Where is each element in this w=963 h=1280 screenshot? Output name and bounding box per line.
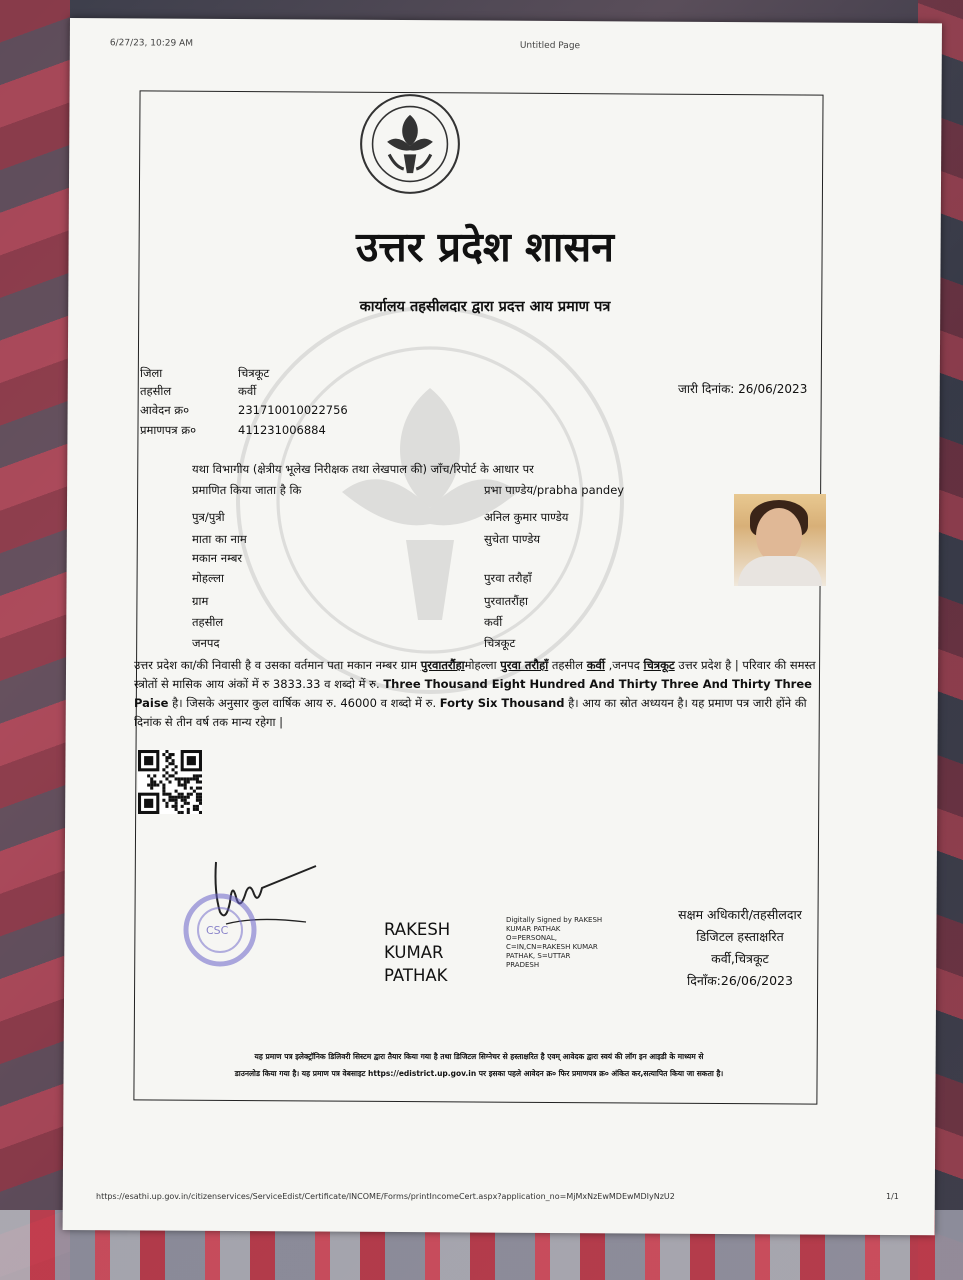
detail-value: कर्वी — [484, 615, 503, 629]
certificate-paragraph: उत्तर प्रदेश का/की निवासी है व उसका वर्तमान पता मकान नम्बर ग्राम पुरवातरौंहामोहल्ला पुरवा तरौहाँ तहसील कर्वी ,जनपद चित्रकूट उत्तर प्रदेश है | परिवार की समस्त स्त्रोतों से मासिक आय अंकों में रु 3833.33 व शब्दो में रु. Three Thousand Eight Hundred And Thirty Three And Thirty Three Paise है। जिसके अनुसार कुल वार्षिक आय रु. 46000 व शब्दो में रु. Forty Six Thousand है। आय का स्रोत अध्ययन है। यह प्रमाण पत्र जारी होंने की दिनांक से तीन वर्ष तक मान्य रहेगा | — [134, 658, 816, 729]
district-label: जिला — [140, 366, 163, 380]
signer-name-line1: RAKESH — [384, 920, 451, 939]
footnote — [118, 1048, 840, 1082]
detail-label: पुत्र/पुत्री — [192, 510, 225, 524]
tehsil-label: तहसील — [140, 384, 172, 398]
detail-label: ग्राम — [192, 594, 209, 608]
certificate-label: प्रमाणपत्र क्र० — [140, 423, 197, 437]
print-page-title: Untitled Page — [519, 40, 581, 52]
signer-name-line2: KUMAR — [384, 943, 444, 962]
detail-label: मोहल्ला — [192, 571, 224, 585]
application-label: आवेदन क्र० — [140, 403, 190, 417]
digital-signature-line: Digitally Signed by RAKESH — [506, 916, 603, 924]
detail-value: चित्रकूट — [484, 636, 516, 650]
digital-signature-line: O=PERSONAL, — [506, 934, 557, 942]
office-stamp — [180, 890, 260, 970]
certificate-subtitle: कार्यालय तहसीलदार द्वारा प्रदत्त आय प्रमाण पत्र — [359, 299, 611, 315]
digital-signature-line: PATHAK, S=UTTAR — [506, 952, 571, 960]
up-government-emblem — [358, 92, 462, 196]
detail-value: अनिल कुमार पाण्डेय — [484, 510, 569, 524]
government-title: उत्तर प्रदेश शासन — [355, 223, 615, 271]
application-number: 231710010022756 — [238, 403, 348, 417]
print-footer-page: 1/1 — [886, 1192, 899, 1201]
digital-signature-info — [506, 916, 636, 970]
print-footer-url: https://esathi.up.gov.in/citizenservices/ServiceEdist/Certificate/INCOME/Forms/printIncomeCert.aspx?application_no=MjMxNzEwMDEwMDIyNzU2 — [96, 1192, 675, 1201]
detail-value: पुरवातरौंहा — [484, 594, 528, 608]
officer-designation: सक्षम अधिकारी/तहसीलदार — [678, 907, 802, 922]
tehsil-value: कर्वी — [238, 384, 257, 398]
footnote-line2: डाउनलोड किया गया है। यह प्रमाण पत्र वेबसाइट https://edistrict.up.gov.in पर इसका पहले आवेदन क्र० फिर प्रमाणपत्र क्र० अंकित कर,सत्यापित किया जा सकता है। — [234, 1069, 724, 1078]
officer-block — [640, 904, 840, 992]
svg-text:CSC: CSC — [206, 924, 229, 937]
digital-signature-line: PRADESH — [506, 961, 540, 969]
detail-label: तहसील — [192, 615, 224, 629]
officer-location: कर्वी,चित्रकूट — [711, 951, 769, 966]
detail-label: मकान नम्बर — [192, 551, 243, 565]
certificate-number: 411231006884 — [238, 423, 326, 437]
issue-date: जारी दिनांक: 26/06/2023 — [678, 382, 808, 396]
applicant-photo — [734, 494, 826, 586]
digital-signature-line: C=IN,CN=RAKESH KUMAR — [506, 943, 598, 951]
digital-signature-line: KUMAR PATHAK — [506, 925, 561, 933]
officer-digital-signed: डिजिटल हस्ताक्षरित — [696, 929, 784, 944]
print-datetime: 6/27/23, 10:29 AM — [109, 38, 194, 49]
intro-text: यथा विभागीय (क्षेत्रीय भूलेख निरीक्षक तथा लेखपाल की) जाँच/रिपोर्ट के आधार पर — [192, 462, 534, 476]
watermark-emblem — [230, 300, 630, 700]
detail-label: माता का नाम — [192, 532, 247, 546]
detail-label: प्रमाणित किया जाता है कि — [192, 483, 302, 497]
district-value: चित्रकूट — [238, 366, 270, 380]
officer-date: दिनाँक:26/06/2023 — [687, 973, 793, 988]
detail-value: प्रभा पाण्डेय/prabha pandey — [484, 483, 625, 497]
footnote-line1: यह प्रमाण पत्र इलेक्ट्रॉनिक डिलिवरी सिस्टम द्वारा तैयार किया गया है तथा डिजिटल सिग्नेचर से हस्ताक्षरित है एवम् आवेदक द्वारा स्वयं की लॉग इन आइडी के माध्यम से — [254, 1052, 704, 1061]
detail-value: पुरवा तरौहाँ — [484, 571, 532, 585]
detail-label: जनपद — [192, 636, 220, 650]
signer-name — [384, 918, 450, 987]
signer-name-line3: PATHAK — [384, 966, 448, 985]
qr-code — [138, 750, 202, 814]
background-fabric-left — [0, 0, 70, 1280]
detail-value: सुचेता पाण्डेय — [484, 532, 541, 546]
